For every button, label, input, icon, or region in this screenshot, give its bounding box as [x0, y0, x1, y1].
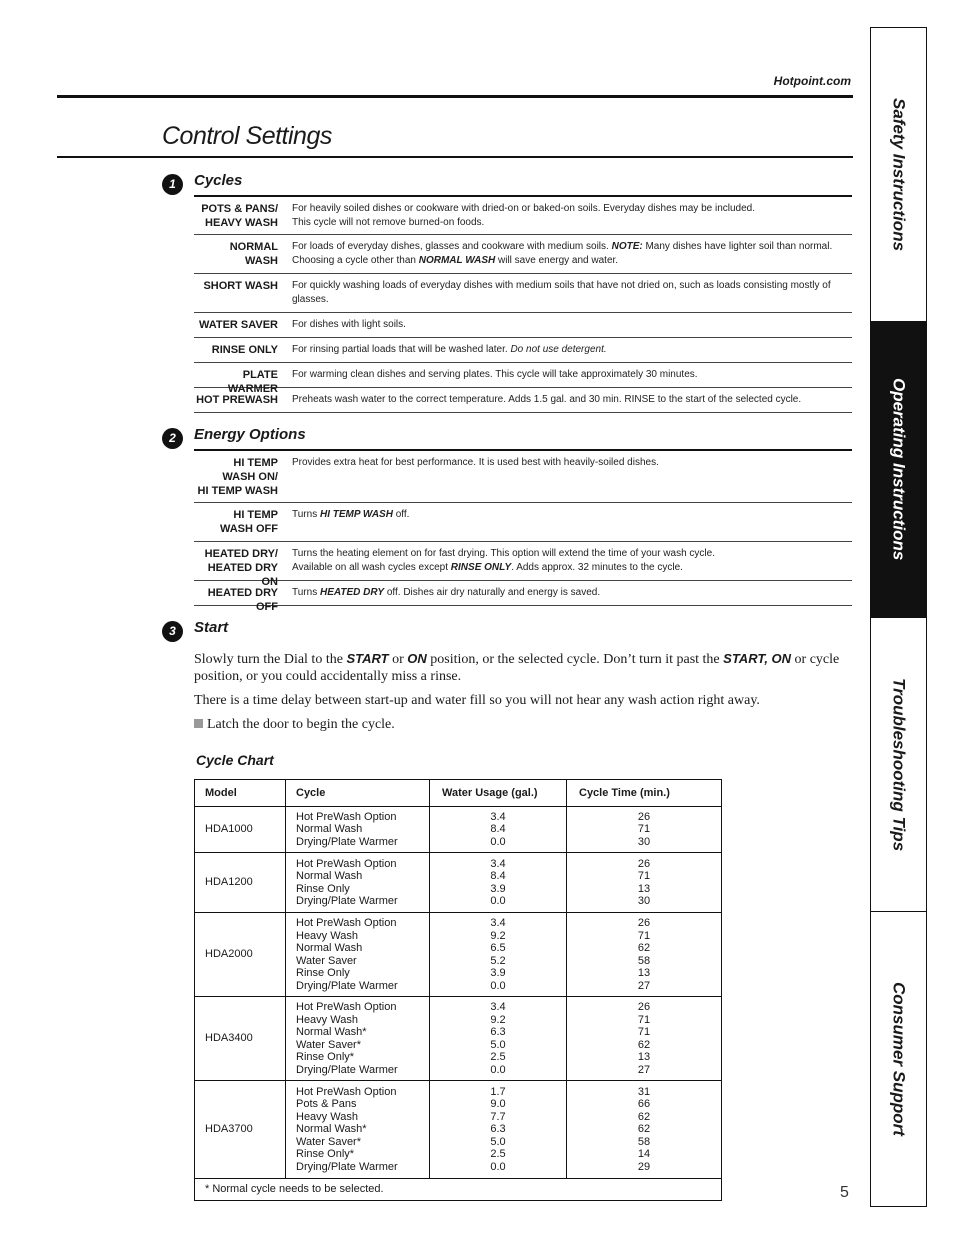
option-row — [194, 313, 852, 338]
option-name: POTS & PANS/ HEAVY WASH — [201, 203, 278, 229]
option-row — [194, 388, 852, 413]
model-cell: HDA3700 — [195, 1081, 286, 1179]
option-name: HOT PREWASH — [196, 394, 278, 406]
option-name: HEATED DRY OFF — [207, 587, 278, 613]
model-cell: HDA1200 — [195, 853, 286, 913]
water-usage-cell: 3.4 9.2 6.3 5.0 2.5 0.0 — [430, 997, 567, 1081]
section-number-badge: 1 — [162, 174, 183, 195]
option-description: Provides extra heat for best performance. It is used best with heavily-soiled dishes. — [292, 457, 659, 468]
option-description: For rinsing partial loads that will be washed later. Do not use detergent. — [292, 344, 607, 355]
model-cell: HDA1000 — [195, 807, 286, 853]
water-usage-cell: 3.4 8.4 0.0 — [430, 807, 567, 853]
option-row — [194, 197, 852, 235]
side-tab-label: Safety Instructions — [889, 97, 909, 252]
option-name: RINSE ONLY — [211, 344, 278, 356]
cycle-time-cell: 26 71 13 30 — [567, 853, 722, 913]
cycle-chart-heading: Cycle Chart — [196, 752, 274, 768]
section-number-badge: 3 — [162, 621, 183, 642]
option-row — [194, 338, 852, 363]
side-tab-safety-instructions[interactable] — [871, 28, 926, 322]
option-row — [194, 274, 852, 313]
model-cell: HDA3400 — [195, 997, 286, 1081]
cycle-chart-table — [194, 779, 722, 1201]
cycle-cell: Hot PreWash Option Normal Wash Drying/Plate Warmer — [286, 807, 430, 853]
cycle-time-cell: 26 71 62 58 13 27 — [567, 913, 722, 997]
title-rule — [57, 156, 853, 158]
option-description: Turns HI TEMP WASH off. — [292, 509, 410, 520]
option-row — [194, 235, 852, 274]
cycles-heading: Cycles — [194, 172, 243, 189]
column-header-model: Model — [195, 780, 286, 807]
cycle-cell: Hot PreWash Option Normal Wash Rinse Only Drying/Plate Warmer — [286, 853, 430, 913]
start-paragraph-dial: Slowly turn the Dial to the START or ON position, or the selected cycle. Don’t turn it past the START, ON or cycle position, or you could accidentally miss a rinse. — [194, 651, 840, 684]
page-number: 5 — [840, 1184, 849, 1201]
table-row — [195, 1081, 722, 1179]
side-tab-label: Consumer Support — [889, 981, 909, 1136]
option-name: WATER SAVER — [198, 319, 278, 331]
option-description: For dishes with light soils. — [292, 319, 406, 330]
energy-options-heading: Energy Options — [194, 426, 306, 443]
option-name: HI TEMP WASH ON/ HI TEMP WASH — [197, 457, 278, 497]
table-row — [195, 807, 722, 853]
table-header-row — [195, 780, 722, 807]
option-name: NORMAL WASH — [229, 241, 278, 267]
model-cell: HDA2000 — [195, 913, 286, 997]
cycle-time-cell: 31 66 62 62 58 14 29 — [567, 1081, 722, 1179]
side-tab-consumer-support[interactable] — [871, 912, 926, 1205]
column-header-water-usage: Water Usage (gal.) — [430, 780, 567, 807]
side-tab-troubleshooting-tips[interactable] — [871, 618, 926, 912]
table-row — [195, 913, 722, 997]
section-number-badge: 2 — [162, 428, 183, 449]
option-description: Turns the heating element on for fast drying. This option will extend the time of your wash cycle. Available on all wash cycles except RINSE ONLY. Adds approx. 32 minutes to the cycle. — [292, 548, 715, 573]
option-description: Turns HEATED DRY off. Dishes air dry naturally and energy is saved. — [292, 587, 601, 598]
water-usage-cell: 1.7 9.0 7.7 6.3 5.0 2.5 0.0 — [430, 1081, 567, 1179]
side-tab-label: Troubleshooting Tips — [889, 677, 909, 852]
side-tab-label: Operating Instructions — [889, 378, 909, 561]
cycle-time-cell: 26 71 71 62 13 27 — [567, 997, 722, 1081]
cycle-cell: Hot PreWash Option Heavy Wash Normal Wash Water Saver Rinse Only Drying/Plate Warmer — [286, 913, 430, 997]
option-row — [194, 542, 852, 588]
cycle-time-cell: 26 71 30 — [567, 807, 722, 853]
column-header-cycle: Cycle — [286, 780, 430, 807]
site-url: Hotpoint.com — [773, 74, 851, 88]
option-name: PLATE WARMER — [227, 369, 278, 395]
option-name: HEATED DRY/ HEATED DRY ON — [204, 548, 278, 588]
page-title: Control Settings — [162, 122, 332, 150]
start-heading: Start — [194, 619, 229, 636]
bullet-square-icon — [194, 719, 203, 728]
option-row — [194, 451, 852, 503]
table-row — [195, 853, 722, 913]
start-bullet-latch — [194, 716, 844, 733]
table-footnote: * Normal cycle needs to be selected. — [195, 1179, 722, 1201]
option-row — [194, 503, 852, 542]
option-row — [194, 581, 852, 613]
start-paragraph-delay: There is a time delay between start-up and water fill so you will not hear any wash action right away. — [194, 693, 760, 708]
water-usage-cell: 3.4 8.4 3.9 0.0 — [430, 853, 567, 913]
option-description: For quickly washing loads of everyday dishes with medium soils that have not dried on, such as loads consisting mostly of glasses. — [292, 280, 831, 305]
table-note-row — [195, 1179, 722, 1201]
header-rule — [57, 95, 853, 98]
start-bullet-text: Latch the door to begin the cycle. — [207, 717, 395, 732]
option-description: For warming clean dishes and serving plates. This cycle will take approximately 30 minutes. — [292, 369, 698, 380]
option-row — [194, 363, 852, 395]
option-name: HI TEMP WASH OFF — [219, 509, 278, 535]
cycles-table — [194, 197, 852, 413]
column-header-cycle-time: Cycle Time (min.) — [567, 780, 722, 807]
side-tab-strip — [870, 27, 927, 1207]
water-usage-cell: 3.4 9.2 6.5 5.2 3.9 0.0 — [430, 913, 567, 997]
energy-options-table — [194, 451, 852, 613]
option-description: Preheats wash water to the correct temperature. Adds 1.5 gal. and 30 min. RINSE to the start of the selected cycle. — [292, 394, 802, 405]
cycle-cell: Hot PreWash Option Pots & Pans Heavy Wash Normal Wash* Water Saver* Rinse Only* Drying/Plate Warmer — [286, 1081, 430, 1179]
option-name: SHORT WASH — [203, 280, 278, 292]
side-tab-operating-instructions[interactable] — [871, 322, 926, 618]
option-description: For loads of everyday dishes, glasses and cookware with medium soils. NOTE: Many dishes have lighter soil than normal. Choosing a cycle other than NORMAL WASH will save energy and water. — [292, 241, 833, 266]
option-description: For heavily soiled dishes or cookware with dried-on or baked-on soils. Everyday dishes may be included. This cycle will not remove burned-on foods. — [292, 203, 756, 228]
table-row — [195, 997, 722, 1081]
cycle-cell: Hot PreWash Option Heavy Wash Normal Wash* Water Saver* Rinse Only* Drying/Plate Warmer — [286, 997, 430, 1081]
